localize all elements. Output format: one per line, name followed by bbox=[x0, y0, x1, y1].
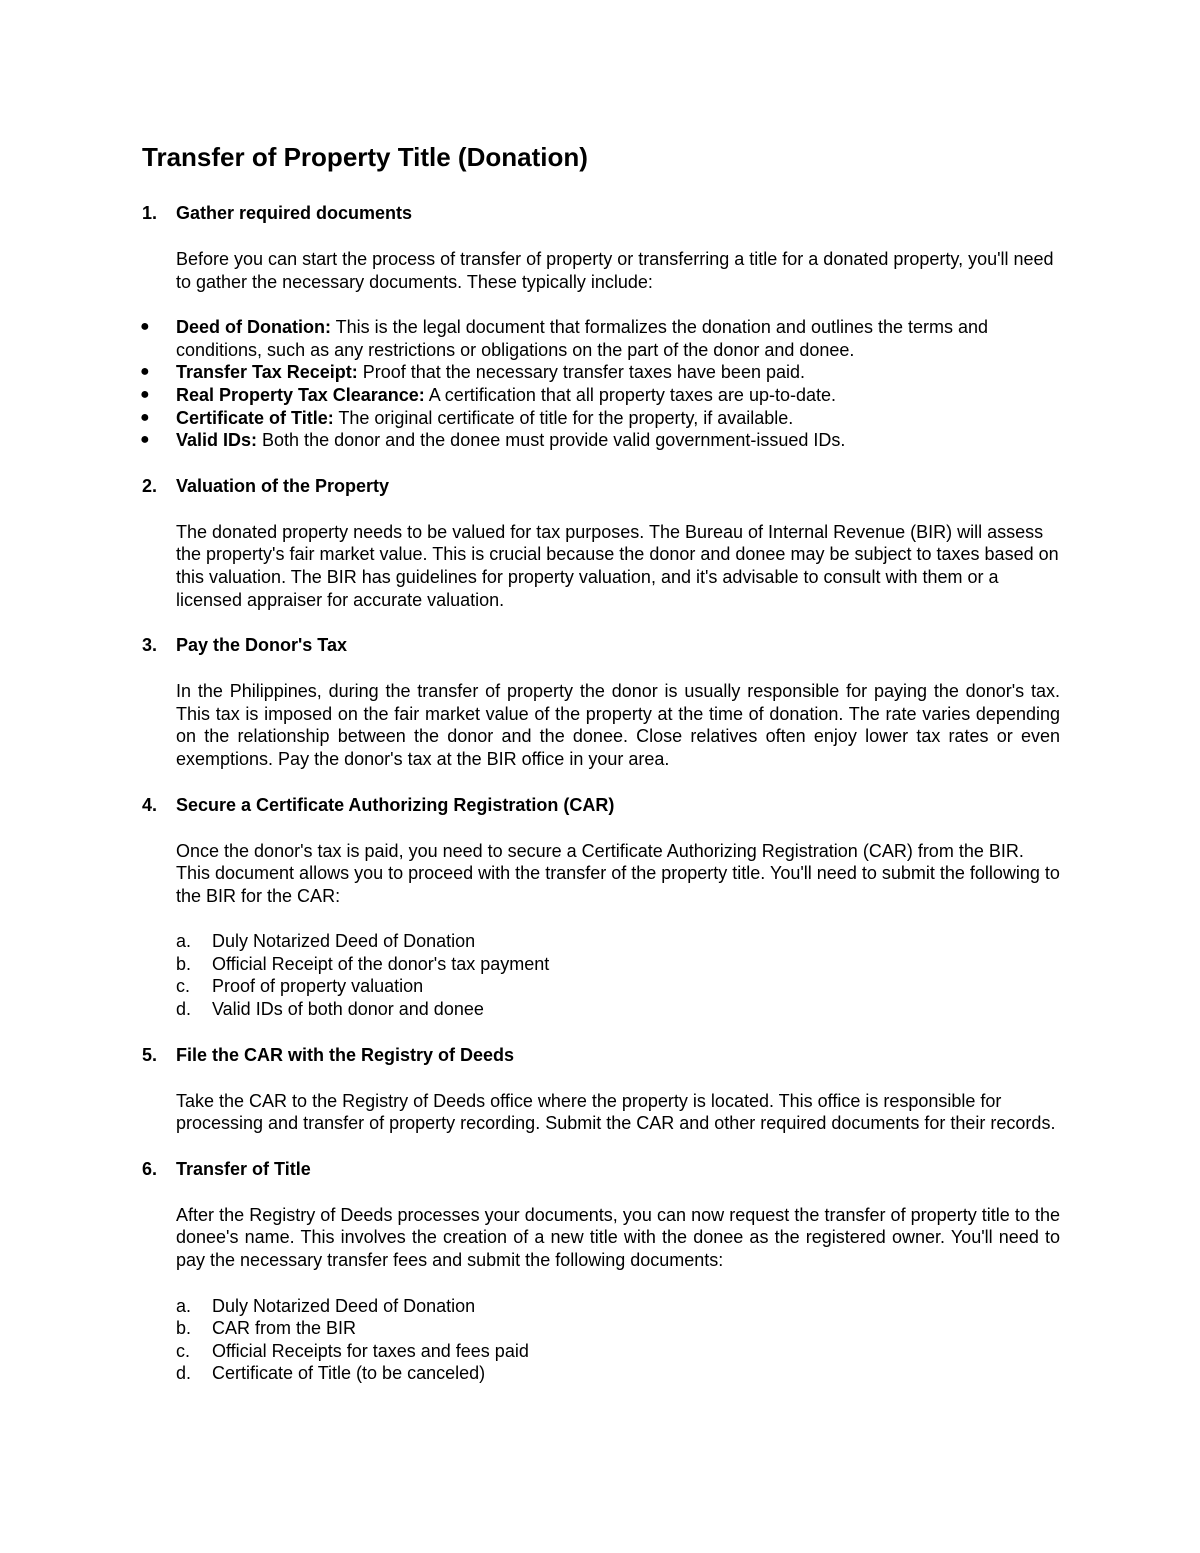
bullet-term: Certificate of Title: bbox=[176, 407, 334, 428]
bullet-icon: ● bbox=[140, 408, 150, 426]
bullet-text bbox=[176, 407, 1060, 430]
bullet-text bbox=[176, 316, 1060, 361]
bullet-description: The original certificate of title for the property, if available. bbox=[333, 407, 794, 428]
section-title: Pay the Donor's Tax bbox=[176, 635, 347, 656]
list-item-text: Duly Notarized Deed of Donation bbox=[212, 931, 476, 952]
list-item bbox=[140, 384, 1060, 407]
section-5 bbox=[142, 1044, 1060, 1135]
bullet-icon: ● bbox=[140, 363, 150, 381]
section-title: Gather required documents bbox=[176, 203, 413, 223]
list-item-text: Proof of property valuation bbox=[212, 976, 424, 997]
bullet-text bbox=[176, 384, 1060, 407]
section-body bbox=[176, 1090, 1060, 1135]
section-paragraph: After the Registry of Deeds processes your documents, you can now request the transfer of property title to the donee's name. This involves the creation of a new title with the donee as the registered owner. You'll need to pay the necessary transfer fees and submit the following documents: bbox=[176, 1204, 1060, 1271]
bullet-description: This is the legal document that formalizes the donation and outlines the terms and conditions, such as any restrictions or obligations on the part of the donor and donee. bbox=[176, 317, 989, 360]
document-bullet-list bbox=[140, 316, 1060, 452]
list-letter: a. bbox=[176, 931, 192, 952]
section-paragraph: In the Philippines, during the transfer of property the donor is usually responsible for paying the donor's tax. This tax is imposed on the fair market value of the property at the time of donation. The rate varies depending on the relationship between the donor and the donee. Close relatives often enjoy lower tax rates or even exemptions. Pay the donor's tax at the BIR office in your area. bbox=[176, 681, 1060, 769]
bullet-icon: ● bbox=[140, 431, 150, 449]
bullet-description: A certification that all property taxes are up-to-date. bbox=[424, 384, 837, 405]
section-body bbox=[140, 248, 1060, 452]
bullet-text bbox=[176, 361, 1060, 384]
list-letter: a. bbox=[176, 1295, 192, 1316]
list-item bbox=[176, 930, 1060, 953]
section-number: 6. bbox=[142, 1158, 158, 1179]
section-2 bbox=[142, 475, 1060, 611]
list-item-text: Duly Notarized Deed of Donation bbox=[212, 1295, 476, 1316]
section-number: 5. bbox=[142, 1044, 158, 1065]
list-letter: d. bbox=[176, 999, 192, 1020]
section-heading bbox=[142, 1044, 1060, 1066]
section-body bbox=[176, 521, 1060, 611]
section-paragraph: Take the CAR to the Registry of Deeds office where the property is located. This office is responsible for processing and transfer of property recording. Submit the CAR and other required documents for their records. bbox=[176, 1090, 1056, 1134]
list-letter: b. bbox=[176, 953, 192, 974]
list-item bbox=[176, 953, 1060, 976]
bullet-description: Proof that the necessary transfer taxes have been paid. bbox=[357, 362, 806, 383]
section-heading bbox=[142, 1158, 1060, 1180]
list-letter: c. bbox=[176, 1340, 191, 1361]
list-letter: b. bbox=[176, 1318, 192, 1339]
section-heading bbox=[142, 202, 1060, 224]
list-item bbox=[176, 998, 1060, 1021]
section-3 bbox=[142, 634, 1060, 770]
section-number: 2. bbox=[142, 475, 158, 496]
list-item bbox=[176, 1295, 1060, 1318]
list-item bbox=[140, 407, 1060, 430]
bullet-term: Deed of Donation: bbox=[176, 317, 331, 338]
list-item bbox=[176, 1340, 1060, 1363]
section-title: File the CAR with the Registry of Deeds bbox=[176, 1044, 515, 1065]
lettered-list bbox=[176, 1295, 1060, 1385]
list-item bbox=[140, 361, 1060, 384]
document-page bbox=[142, 138, 1060, 1408]
bullet-description: Both the donor and the donee must provide valid government-issued IDs. bbox=[257, 430, 846, 451]
section-body bbox=[176, 680, 1060, 770]
section-title: Transfer of Title bbox=[176, 1158, 311, 1179]
section-paragraph: Before you can start the process of transfer of property or transferring a title for a donated property, you'll need to gather the necessary documents. These typically include: bbox=[176, 249, 1054, 292]
list-item bbox=[176, 1362, 1060, 1385]
list-item bbox=[176, 975, 1060, 998]
bullet-term: Transfer Tax Receipt: bbox=[176, 362, 358, 383]
bullet-icon: ● bbox=[140, 318, 150, 336]
section-6 bbox=[142, 1158, 1060, 1385]
section-4 bbox=[142, 794, 1060, 1021]
section-heading bbox=[142, 634, 1060, 656]
section-title: Secure a Certificate Authorizing Registration (CAR) bbox=[176, 794, 615, 815]
list-item-text: Official Receipt of the donor's tax payment bbox=[212, 953, 550, 974]
list-item bbox=[176, 1317, 1060, 1340]
section-paragraph: The donated property needs to be valued for tax purposes. The Bureau of Internal Revenue (BIR) will assess the property's fair market value. This is crucial because the donor and donee may be subject to taxes based on this valuation. The BIR has guidelines for property valuation, and it's advisable to consult with them or a licensed appraiser for accurate valuation. bbox=[176, 521, 1059, 610]
list-item-text: Certificate of Title (to be canceled) bbox=[212, 1363, 486, 1384]
section-1 bbox=[142, 202, 1060, 452]
list-letter: c. bbox=[176, 976, 191, 997]
section-paragraph: Once the donor's tax is paid, you need to secure a Certificate Authorizing Registration (CAR) from the BIR. This document allows you to proceed with the transfer of the property title. You'll need to submit the following to the BIR for the CAR: bbox=[176, 840, 1060, 906]
list-item-text: CAR from the BIR bbox=[212, 1318, 357, 1339]
list-item bbox=[140, 316, 1060, 361]
section-body bbox=[176, 1204, 1060, 1385]
list-item bbox=[140, 429, 1060, 452]
section-number: 3. bbox=[142, 635, 158, 656]
bullet-text bbox=[176, 429, 1060, 452]
bullet-icon: ● bbox=[140, 385, 150, 403]
lettered-list bbox=[176, 930, 1060, 1020]
section-number: 4. bbox=[142, 794, 158, 815]
list-item-text: Official Receipts for taxes and fees paid bbox=[212, 1340, 529, 1361]
bullet-term: Real Property Tax Clearance: bbox=[176, 384, 425, 405]
list-letter: d. bbox=[176, 1363, 192, 1384]
section-heading bbox=[142, 794, 1060, 816]
list-item-text: Valid IDs of both donor and donee bbox=[212, 999, 484, 1020]
section-number: 1. bbox=[142, 203, 158, 223]
document-title: Transfer of Property Title (Donation) bbox=[142, 142, 588, 172]
section-body bbox=[176, 840, 1060, 1021]
section-heading bbox=[142, 475, 1060, 497]
bullet-term: Valid IDs: bbox=[176, 430, 258, 451]
section-title: Valuation of the Property bbox=[176, 475, 390, 496]
